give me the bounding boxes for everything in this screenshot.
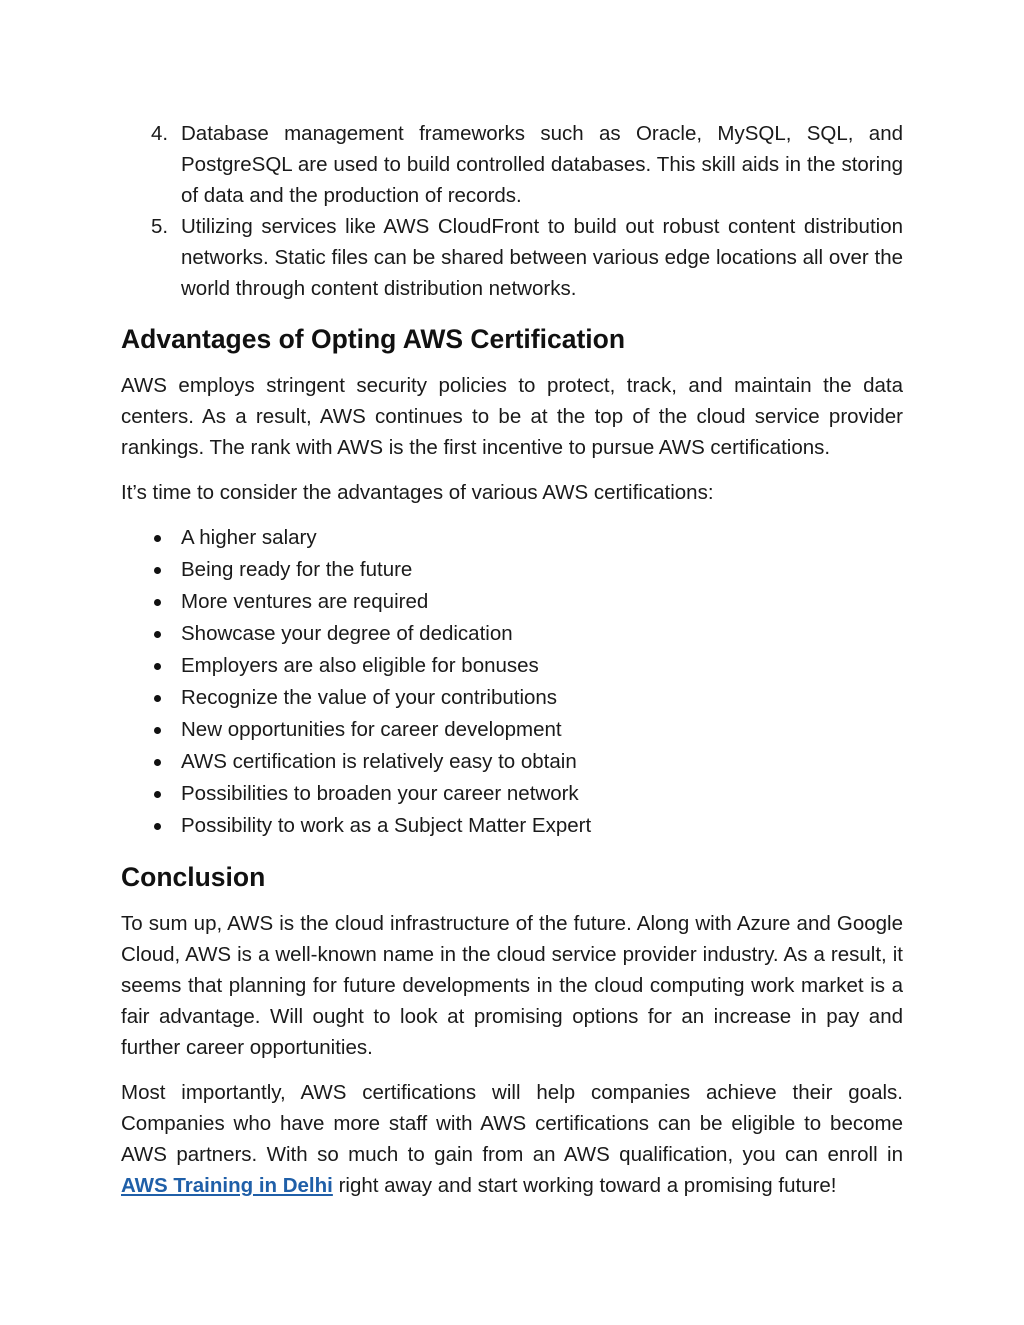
bullet-icon [154, 823, 161, 830]
bullet-icon [154, 663, 161, 670]
numbered-item [121, 118, 903, 211]
bullet-text: Being ready for the future [181, 558, 413, 581]
bullet-item [121, 778, 903, 810]
bullet-text: Showcase your degree of dedication [181, 622, 513, 645]
bullet-item [121, 618, 903, 650]
bullet-icon [154, 631, 161, 638]
bullet-item [121, 554, 903, 586]
bullet-item [121, 746, 903, 778]
bullet-text: Recognize the value of your contributions [181, 686, 558, 709]
bullet-icon [154, 599, 161, 606]
bullet-text: New opportunities for career development [181, 718, 562, 741]
item-text: Utilizing services like AWS CloudFront to build out robust content distribution networks. Static files can be shared between various edge locations all over the world through content distribution networks. [181, 215, 903, 300]
advantages-paragraph-1: AWS employs stringent security policies to protect, track, and maintain the data centers. As a result, AWS continues to be at the top of the cloud service provider rankings. The rank with AWS is the first incentive to pursue AWS certifications. [121, 374, 903, 459]
conclusion-heading: Conclusion [121, 862, 266, 892]
conclusion-paragraph-2-text: Most importantly, AWS certifications will help companies achieve their goals. Companies who have more staff with AWS certifications can be eligible to become AWS partners. With so much to gain from an AWS qualification, you can enroll in [121, 1081, 903, 1166]
bullet-text: A higher salary [181, 526, 317, 549]
bullet-item [121, 682, 903, 714]
bullet-icon [154, 727, 161, 734]
bullet-text: Employers are also eligible for bonuses [181, 654, 539, 677]
conclusion-paragraph-2 [121, 1077, 903, 1201]
document-page [121, 118, 903, 1215]
numbered-list [121, 118, 903, 304]
conclusion-paragraph-1: To sum up, AWS is the cloud infrastructure of the future. Along with Azure and Google Cloud, AWS is a well-known name in the cloud service provider industry. As a result, it seems that planning for future developments in the cloud computing work market is a fair advantage. Will ought to look at promising options for an increase in pay and further career opportunities. [121, 912, 903, 1059]
numbered-item [121, 211, 903, 304]
item-number: 4. [151, 122, 169, 145]
bullet-icon [154, 695, 161, 702]
bullet-text: AWS certification is relatively easy to obtain [181, 750, 577, 773]
bullet-item [121, 586, 903, 618]
bullet-item [121, 810, 903, 842]
item-number: 5. [151, 215, 169, 238]
item-text: Database management frameworks such as Oracle, MySQL, SQL, and PostgreSQL are used to build controlled databases. This skill aids in the storing of data and the production of records. [181, 122, 903, 207]
bullet-item [121, 714, 903, 746]
bullet-item [121, 522, 903, 554]
bullet-text: Possibility to work as a Subject Matter Expert [181, 814, 592, 837]
advantages-bullet-list [121, 522, 903, 842]
bullet-icon [154, 535, 161, 542]
advantages-heading: Advantages of Opting AWS Certification [121, 324, 626, 354]
bullet-item [121, 650, 903, 682]
bullet-text: More ventures are required [181, 590, 429, 613]
bullet-icon [154, 567, 161, 574]
bullet-text: Possibilities to broaden your career network [181, 782, 579, 805]
bullet-icon [154, 759, 161, 766]
bullet-icon [154, 791, 161, 798]
conclusion-paragraph-2-tail: right away and start working toward a promising future! [338, 1174, 837, 1197]
aws-training-link[interactable]: AWS Training in Delhi [121, 1174, 333, 1197]
advantages-paragraph-2: It’s time to consider the advantages of various AWS certifications: [121, 481, 714, 504]
